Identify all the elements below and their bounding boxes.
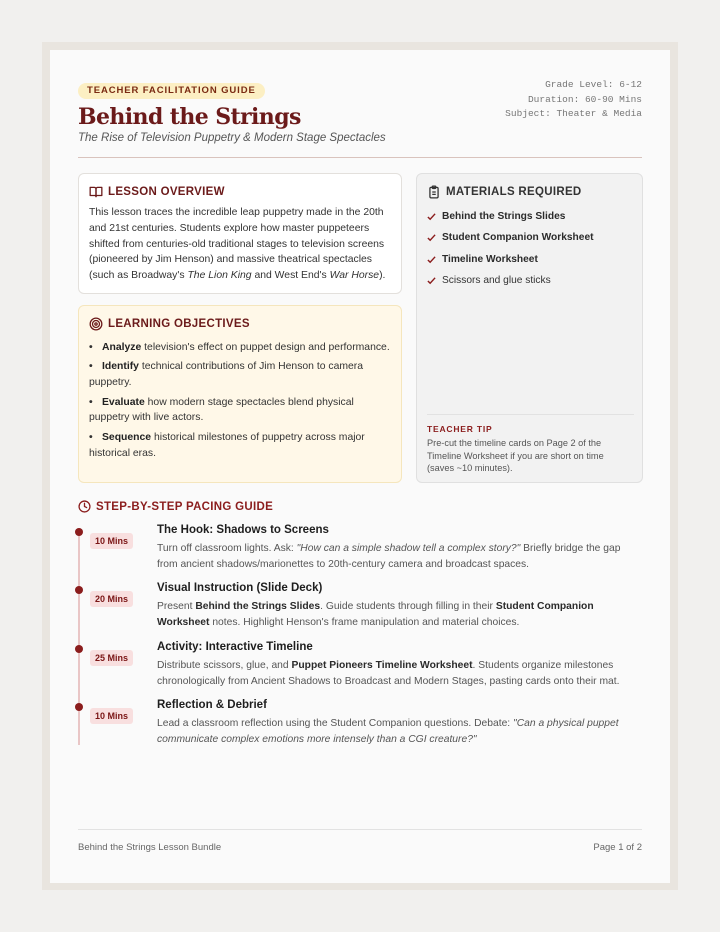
objectives-list [89, 340, 393, 465]
check-icon [427, 212, 436, 221]
page-number: Page 1 of 2 [593, 842, 642, 853]
materials-heading: MATERIALS REQUIRED [427, 185, 582, 199]
step-description: Turn off classroom lights. Ask: "How can a simple shadow tell a complex story?" Briefly bridge the gap from ancient shadows/marionettes to 20th-century camera and broadcast spaces. [157, 543, 621, 571]
page-title: Behind the Strings [78, 104, 301, 130]
duration-badge: 10 Mins [90, 533, 133, 549]
book-icon [89, 185, 103, 199]
lesson-overview-card [78, 173, 402, 294]
grade-level: Grade Level: 6-12 [545, 79, 642, 90]
clock-icon [78, 500, 91, 513]
subject: Subject: Theater & Media [505, 108, 642, 119]
target-icon [89, 317, 103, 331]
list-item: Timeline Worksheet [427, 249, 637, 270]
check-icon [427, 276, 436, 285]
teacher-tip-label: TEACHER TIP [427, 424, 493, 434]
duration-badge: 25 Mins [90, 650, 133, 666]
list-item: • Sequence historical milestones of puppetry across major historical eras. [89, 431, 365, 459]
overview-text: This lesson traces the incredible leap puppetry made in the 20th and 21st centuries. Students explore how master puppeteers shifted from centuries-old traditional stages to television screens (pioneered by Jim Henson) and massive theatrical spectacles (such as Broadway's The Lion King and West End's War Horse). [89, 207, 386, 282]
list-item: Scissors and glue sticks [427, 270, 637, 291]
list-item: • Evaluate how modern stage spectacles blend physical puppetry with live actors. [89, 396, 354, 424]
header-divider [78, 157, 642, 158]
list-item: • Analyze television's effect on puppet design and performance. [89, 342, 390, 353]
check-icon [427, 255, 436, 264]
page-subtitle: The Rise of Television Puppetry & Modern Stage Spectacles [78, 132, 386, 144]
materials-list [427, 206, 637, 291]
timeline-dot [75, 528, 83, 536]
step-description: Present Behind the Strings Slides. Guide students through filling in their Student Companion Worksheet notes. Highlight Henson's frame manipulation and material choices. [157, 601, 594, 629]
duration-badge: 10 Mins [90, 708, 133, 724]
timeline-dot [75, 703, 83, 711]
timeline-line [78, 528, 80, 745]
footer-divider [78, 829, 642, 830]
duration-badge: 20 Mins [90, 591, 133, 607]
timeline-dot [75, 645, 83, 653]
materials-card [416, 173, 643, 483]
objectives-heading: LEARNING OBJECTIVES [89, 317, 250, 331]
pacing-heading: STEP-BY-STEP PACING GUIDE [78, 500, 273, 513]
timeline-dot [75, 586, 83, 594]
overview-heading: LESSON OVERVIEW [89, 185, 225, 199]
lion-king-title: The Lion King [187, 270, 252, 282]
check-icon [427, 233, 436, 242]
clipboard-icon [427, 185, 441, 199]
step-description: Lead a classroom reflection using the Student Companion questions. Debate: "Can a physical puppet communicate complex emotions more intensely than a CGI creature?" [157, 718, 619, 746]
step-title: The Hook: Shadows to Screens [157, 524, 329, 536]
war-horse-title: War Horse [329, 270, 380, 282]
step-title: Reflection & Debrief [157, 699, 267, 711]
lesson-meta [505, 78, 642, 122]
step-description: Distribute scissors, glue, and Puppet Pioneers Timeline Worksheet. Students organize milestones chronologically from Ancient Shadows to Broadcast and Modern Stages, pasting cards onto their mat. [157, 660, 620, 688]
learning-objectives-card [78, 305, 402, 483]
list-item: Student Companion Worksheet [427, 227, 637, 248]
list-item: • Identify technical contributions of Jim Henson to camera puppetry. [89, 361, 364, 389]
list-item: Behind the Strings Slides [427, 206, 637, 227]
duration: Duration: 60-90 Mins [527, 93, 642, 105]
guide-badge: TEACHER FACILITATION GUIDE [78, 83, 265, 99]
teacher-tip-text: Pre-cut the timeline cards on Page 2 of the Timeline Worksheet if you are short on time (saves ~10 minutes). [427, 438, 604, 474]
step-title: Visual Instruction (Slide Deck) [157, 582, 323, 594]
step-title: Activity: Interactive Timeline [157, 641, 313, 653]
tip-divider [427, 414, 634, 415]
footer-bundle-name: Behind the Strings Lesson Bundle [78, 842, 222, 853]
lesson-page [50, 50, 670, 883]
